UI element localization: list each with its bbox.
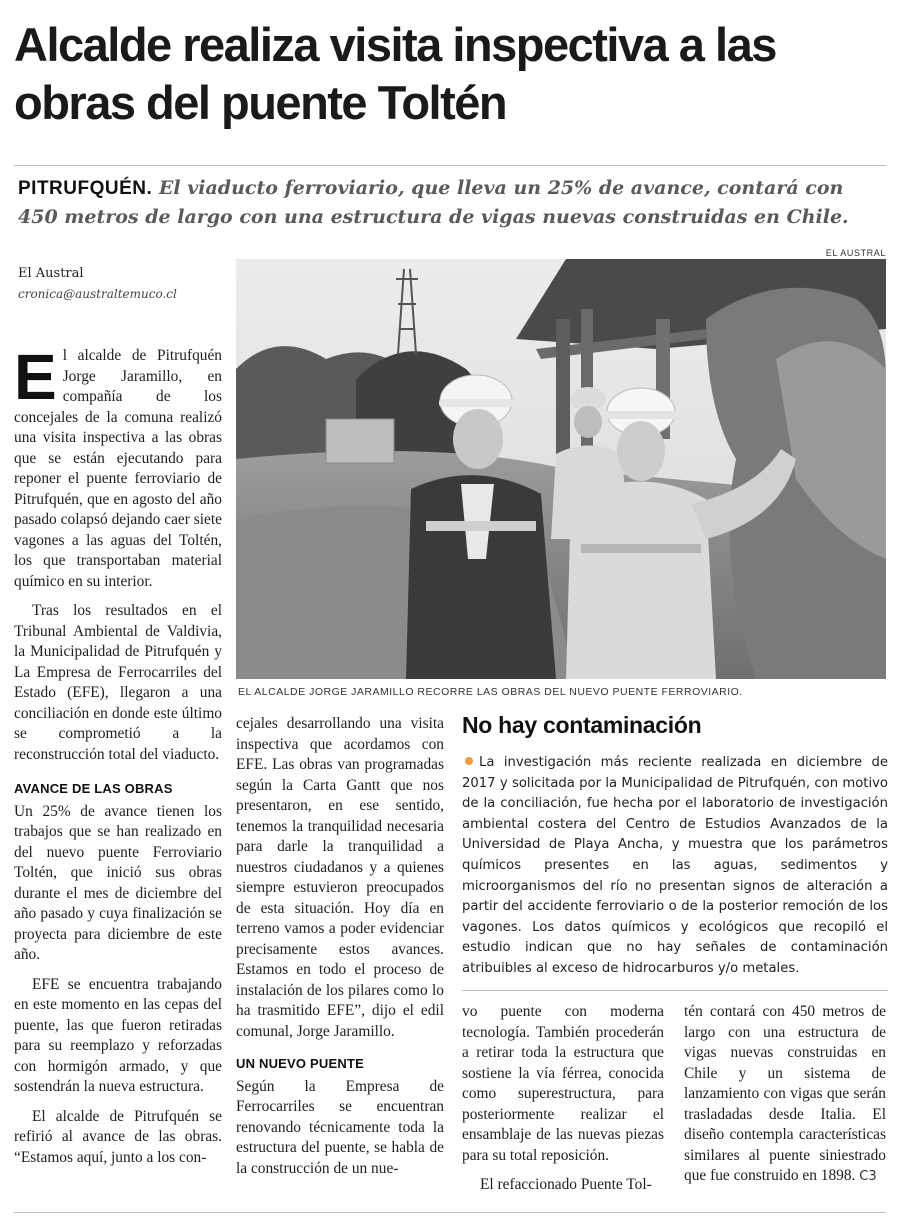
drop-cap: E <box>14 341 57 413</box>
byline: El Austral <box>18 266 84 281</box>
paragraph: vo puente con moderna tecnología. También procederán a retirar toda la estructura que sostiene la vía férrea, conocida como superestructura, para posteriormente realizar el ensamblaje de las nuevas piezas para su total reposición. <box>462 1003 664 1164</box>
divider <box>14 1212 886 1213</box>
paragraph-text: tén contará con 450 metros de largo con una estructura de vigas nuevas construidas en Chile y un sistema de lanzamiento con vigas que serán trasladadas desde Italia. El diseño contempla características similares al puente siniestrado que fue construido en 1898. <box>684 1003 886 1184</box>
sidebar-body: La investigación más reciente realizada en diciembre de 2017 y solicitada por la Municipalidad de Pitrufquén, con motivo de la conciliación, fue hecha por el laboratorio de investigación ambiental costera del Centro de Estudios Avanzados de la Universidad de Playa Ancha, y muestra que los parámetros químicos presentes en las aguas, sedimentos y microorganismos del río no presentan signos de alteración a partir del accidente ferroviario o de la posterior remoción de los vagones. Los datos químicos y ecológicos que recopiló el estudio indican que no hay señales de contaminación atribuibles al exceso de hidrocarburos y/o metales. <box>462 755 888 976</box>
column-2 <box>236 714 444 1188</box>
paragraph <box>684 1002 886 1188</box>
paragraph: Según la Empresa de Ferrocarriles se encuentran renovando técnicamente toda la estructura del puente, se habla de la construcción de un nue- <box>236 1077 444 1177</box>
bullet-icon <box>465 757 473 765</box>
deck <box>18 174 888 231</box>
photo-illustration <box>236 259 886 679</box>
column-1 <box>14 341 222 1177</box>
article-photo <box>236 259 886 679</box>
paragraph: cejales desarrollando una visita inspectiva que acordamos con EFE. Las obras van programadas según la Carta Gantt que nos presentaron, en ese sentido, tenemos la tranquilidad necesaria para darle la tranquilidad a nuestros ciudadanos y a quienes siempre estuvieron preocupados de esta situación. Hoy día en terreno vamos a poder evidenciar precisamente estos avances. Estamos en todo el proceso de instalación de los pilares como lo ha trasmitido EFE”, dijo el edil comunal, Jorge Jaramillo. <box>236 715 444 1040</box>
paragraph: Tras los resultados en el Tribunal Ambiental de Valdivia, la Municipalidad de Pitrufquén y La Empresa de Ferrocarriles del Estado (EFE), llegaron a una conciliación en donde este último se comprometió a la reconstrucción total del viaducto. <box>14 602 222 763</box>
photo-credit: EL AUSTRAL <box>825 248 886 258</box>
divider <box>14 165 886 166</box>
paragraph: Un 25% de avance tienen los trabajos que se han realizado en del nuevo puente Ferroviario Toltén, que inició sus obras durante el mes de diciembre del año pasado y cuya finalización se proyecta para diciembre de este año. <box>14 802 222 963</box>
column-3 <box>462 1002 664 1205</box>
subhead-avance: AVANCE DE LAS OBRAS <box>14 781 173 796</box>
author-email: cronica@australtemuco.cl <box>18 287 177 301</box>
paragraph-text: l alcalde de Pitrufquén Jorge Jaramillo, en compañía de los concejales de la comuna realizó una visita inspectiva a las obras que se están ejecutando para reponer el puente ferroviario de Pitrufquén, que en agosto del año pasado colapsó dejando caer siete vagones a las aguas del Toltén, los que transportaban material químico en su interior. <box>14 347 222 590</box>
paragraph: El alcalde de Pitrufquén se refirió al avance de las obras. “Estamos aquí, junto a los con- <box>14 1107 222 1166</box>
sidebar-title: No hay contaminación <box>462 712 702 738</box>
paragraph: El refaccionado Puente Tol- <box>480 1176 652 1193</box>
subhead-nuevo-puente: UN NUEVO PUENTE <box>236 1056 364 1071</box>
column-4 <box>684 1002 886 1197</box>
end-mark: C3 <box>859 1169 877 1184</box>
paragraph <box>14 341 222 592</box>
paragraph: EFE se encuentra trabajando en este momento en las cepas del puente, las que fueron retiradas para su reemplazo y reforzadas con hormigón armado, y que sostendrán la nueva estructura. <box>14 975 222 1095</box>
deck-text: El viaducto ferroviario, que lleva un 25% de avance, contará con 450 metros de largo con una estructura de vigas nuevas construidas en Chile. <box>18 177 849 228</box>
photo-caption: EL ALCALDE JORGE JARAMILLO RECORRE LAS OBRAS DEL NUEVO PUENTE FERROVIARIO. <box>238 686 743 698</box>
sidebar-text <box>462 753 888 980</box>
deck-place: PITRUFQUÉN. <box>18 178 153 199</box>
headline: Alcalde realiza visita inspectiva a las obras del puente Toltén <box>14 18 776 129</box>
divider <box>462 990 888 991</box>
